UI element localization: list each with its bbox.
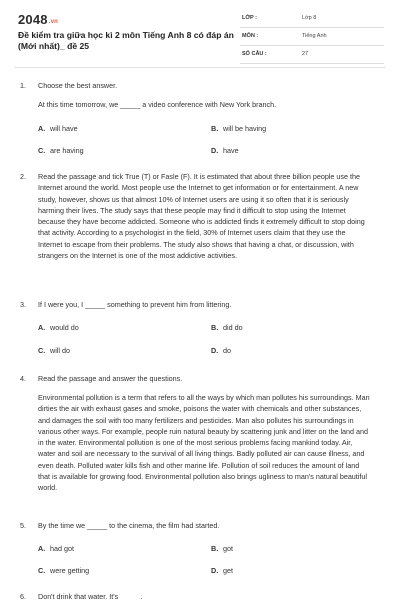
option-text: get [223,566,233,575]
option-text: had got [50,544,74,553]
question-prompt: Read the passage and answer the questions. [38,374,183,383]
question-prompt: Don't drink that water. It's _____. [38,592,143,600]
option-b[interactable] [211,322,243,334]
meta-count-row [240,50,384,64]
option-d[interactable] [211,145,239,157]
option-letter: B. [211,544,219,553]
question-prompt: If I were you, I _____ something to prevent him from littering. [38,300,232,309]
page-header [18,12,384,60]
option-c[interactable] [38,565,89,577]
option-letter: C. [38,566,46,575]
meta-class-row [240,14,384,28]
option-b[interactable] [211,123,266,135]
option-letter: A. [38,124,46,133]
option-letter: B. [211,323,219,332]
meta-value: 27 [302,51,309,57]
question-2 [20,171,380,281]
meta-label: LỚP : [242,15,257,21]
option-text: did do [223,323,243,332]
header-divider [14,67,386,68]
question-1 [20,80,380,160]
question-6 [20,591,380,600]
option-d[interactable] [211,345,231,357]
meta-subject-row [240,32,384,46]
question-number: 1. [20,81,26,90]
option-letter: D. [211,566,219,575]
meta-value: Lớp 8 [302,15,317,21]
question-number: 2. [20,172,26,181]
option-letter: B. [211,124,219,133]
option-text: will be having [223,124,267,133]
option-text: would do [50,323,79,332]
logo-suffix: .vn [48,19,59,25]
option-text: will do [50,346,70,355]
question-text: At this time tomorrow, we _____ a video conference with New York branch. [38,100,277,109]
meta-label: SỐ CÂU : [242,51,267,57]
meta-value: Tiếng Anh [302,33,327,39]
question-prompt: Choose the best answer. [38,81,118,90]
option-text: are having [50,146,84,155]
reading-passage: Environmental pollution is a term that refers to all the ways by which man pollutes his surroundings. Man dirties the air with exhaust gases and smoke, poisons the water with chemicals and other substances, and damages the soil with too many fertilizers and pesticides. Man also pollutes his surroundings in various other ways. For example, people ruin natural beauty by scattering junk and litter on the land and in the water. Environmental pollution is one of the most serious problems facing mankind today. Air, water and soil are necessary to the survival of all living things. Badly polluted air can cause illness, and even death. Polluted water kills fish and other marine life. Pollution of soil reduces the amount of land that is available for growing food. Environmental pollution also brings ugliness to man's natural beautiful world. [38,393,370,493]
option-text: were getting [50,566,90,575]
option-b[interactable] [211,543,233,555]
option-text: got [223,544,233,553]
exam-meta [240,14,384,68]
option-text: will have [50,124,78,133]
option-letter: D. [211,346,219,355]
question-number: 5. [20,521,26,530]
question-number: 6. [20,592,26,600]
logo-main: 2048 [18,12,48,27]
reading-passage: Read the passage and tick True (T) or Fasle (F). It is estimated that about three billion people use the Internet around the world. Most people use the Internet to get information or for entertainment. A new study, however, shows us that almost 10% of Internet users are using it so often that it is seriously harming their lives. The study says that these people may find it difficult to stop using the Internet because they have become addicted. Someone who is addicted finds it extremely difficult to stop doing that activity. According to a psychologist in the field, 30% of Internet users claim that they use the Internet to escape from their problems. The study also shows that having a chat, or discussion, with strangers on the Internet is one of the most addictive activities. [38,172,365,261]
question-prompt: By the time we _____ to the cinema, the film had started. [38,521,220,530]
meta-label: MÔN : [242,33,259,39]
question-4 [20,373,380,503]
option-letter: A. [38,544,46,553]
question-number: 4. [20,374,26,383]
option-text: do [223,346,231,355]
option-c[interactable] [38,145,84,157]
option-letter: C. [38,146,46,155]
option-d[interactable] [211,565,233,577]
question-number: 3. [20,300,26,309]
option-c[interactable] [38,345,70,357]
question-5 [20,520,380,582]
option-letter: D. [211,146,219,155]
site-logo[interactable] [18,12,58,27]
option-a[interactable] [38,322,79,334]
question-3 [20,299,380,359]
option-text: have [223,146,239,155]
document-title: Đề kiểm tra giữa học kì 2 môn Tiếng Anh 8 có đáp án (Mới nhất)_ đề 25 [18,30,234,51]
option-letter: C. [38,346,46,355]
option-a[interactable] [38,123,78,135]
option-letter: A. [38,323,46,332]
option-a[interactable] [38,543,74,555]
